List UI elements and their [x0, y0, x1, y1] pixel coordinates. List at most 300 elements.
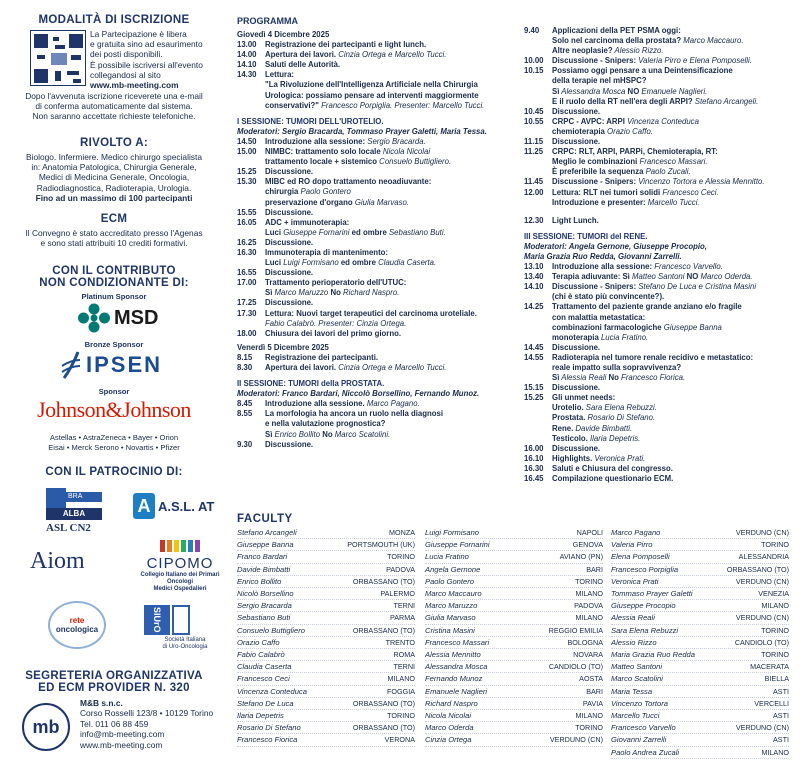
program-row	[237, 208, 517, 218]
qr-code-icon	[30, 30, 86, 86]
program-topic: combinazioni farmacologiche	[552, 322, 662, 332]
faculty-row	[425, 686, 603, 698]
faculty-city: MACERATA	[750, 662, 789, 672]
program-topic: Discussione - Snipers:	[552, 282, 637, 292]
program-time	[237, 101, 265, 111]
faculty-row	[611, 661, 789, 673]
program-desc	[552, 313, 806, 323]
moderators: Moderatori: Franco Bardari, Niccolò Borsellino, Fernando Munoz.	[237, 389, 480, 399]
faculty-city: TRENTO	[385, 637, 415, 647]
address: Corso Rosselli 123/8 • 10129 Torino	[80, 708, 214, 719]
faculty-name: Cinzia Ortega	[425, 735, 472, 745]
program-time	[524, 127, 552, 137]
faculty-row	[611, 734, 789, 746]
faculty-city: PAVIA	[582, 698, 603, 708]
program-time: 16.05	[237, 217, 257, 227]
program-desc	[265, 298, 517, 308]
modalita-line: e gratuita sino ad esaurimento	[90, 39, 203, 50]
other-sponsors	[0, 433, 228, 453]
faculty-name: Paolo Andrea Zucali	[611, 747, 680, 757]
program-time: 8.15	[237, 352, 253, 362]
siuro-icon	[172, 605, 190, 635]
program-topic: Possiamo oggi pensare a una Deintensificazione	[552, 66, 733, 76]
program-desc	[265, 167, 517, 177]
faculty-row	[425, 698, 603, 710]
program-time: 14.55	[524, 352, 544, 362]
faculty-row	[425, 576, 603, 588]
program-speaker: Giuseppe Fornarini	[281, 227, 350, 237]
faculty-row	[237, 564, 415, 576]
faculty-row	[425, 722, 603, 734]
program-speaker: Francesco Fiorica.	[618, 373, 686, 383]
program-time: 12.00	[524, 187, 544, 197]
program-desc	[265, 50, 517, 60]
faculty-name: Maria Tessa	[611, 686, 653, 696]
program-topic: Introduzione alla sessione:	[552, 262, 653, 272]
asl-cn2-alba: ALBA	[46, 508, 102, 520]
program-desc	[265, 198, 517, 208]
rete-oncologica-logo	[48, 601, 106, 649]
program-row	[524, 393, 806, 403]
faculty-city: TORINO	[575, 576, 603, 586]
program-topic: trattamento locale + sistemico	[265, 157, 378, 167]
faculty-row	[425, 673, 603, 685]
program-time	[524, 363, 552, 373]
program-time: 14.50	[237, 136, 257, 146]
program-time	[524, 198, 552, 208]
program-row	[524, 363, 806, 373]
faculty-name: Nicola Nicolai	[425, 711, 472, 721]
program-topic: Lettura:	[265, 70, 295, 80]
program-row	[524, 66, 806, 76]
program-time: 15.25	[237, 167, 257, 177]
faculty-city: ORBASSANO (TO)	[726, 564, 789, 574]
program-desc	[265, 238, 517, 248]
faculty-row	[237, 686, 415, 698]
program-time	[524, 313, 552, 323]
program-row	[237, 198, 517, 208]
program-row	[237, 218, 517, 228]
modalita-line: La Partecipazione è libera	[90, 29, 187, 39]
moderators: Moderatori: Angela Gernone, Giuseppe Procopio,	[524, 241, 707, 251]
faculty-city: BIELLA	[764, 674, 789, 684]
program-desc	[552, 393, 806, 403]
ipsen-logo	[60, 350, 162, 380]
program-row	[237, 409, 517, 419]
program-desc	[265, 329, 517, 339]
faculty-name: Paolo Gontero	[425, 576, 474, 586]
program-desc	[265, 419, 517, 429]
program-row	[524, 26, 806, 36]
faculty-name: Marco Maruzzo	[425, 601, 478, 611]
program-row	[237, 258, 517, 268]
faculty-name: Enrico Bollito	[237, 576, 282, 586]
program-time	[524, 373, 552, 383]
program-topic: (chi è stato più convincente?).	[552, 292, 665, 302]
program-topic: Discussione.	[265, 237, 314, 247]
cipomo-sub	[140, 572, 220, 593]
program-desc	[265, 187, 517, 197]
modalita-line: dei posti disponibili.	[90, 49, 163, 60]
faculty-name: Ilaria Depetris	[237, 711, 284, 721]
program-row	[237, 70, 517, 80]
faculty-name: Lucia Fratino	[425, 552, 469, 562]
program-speaker: Sara Elena Rebuzzi.	[583, 403, 657, 413]
program-time: 14.10	[237, 60, 257, 70]
asl-cn2-logo	[46, 488, 104, 536]
programma-title: PROGRAMMA	[237, 16, 298, 26]
program-topic: No	[328, 288, 341, 298]
faculty-row	[611, 612, 789, 624]
program-topic: chirurgia	[265, 187, 299, 197]
faculty-name: Davide Bimbatti	[237, 564, 291, 574]
faculty-row	[237, 722, 415, 734]
program-desc	[552, 198, 806, 208]
program-topic: Luci	[265, 227, 282, 237]
program-time: 8.30	[237, 363, 253, 372]
faculty-row	[425, 527, 603, 539]
faculty-city: AVIANO (PN)	[559, 552, 603, 562]
ecm-title: ECM	[100, 213, 128, 225]
faculty-city: VERDUNO (CN)	[735, 613, 789, 623]
modalita-line: collegandosi al sito	[90, 69, 161, 80]
program-desc	[552, 363, 806, 373]
program-desc	[552, 157, 806, 167]
asl-at-logo	[133, 493, 214, 519]
faculty-city: ALESSANDRIA	[738, 552, 789, 562]
program-time	[237, 91, 265, 101]
cipomo-logo	[140, 540, 220, 593]
program-desc	[552, 117, 806, 127]
program-speaker: Richard Naspro.	[340, 288, 400, 298]
bronze-label: Bronze Sponsor	[84, 340, 144, 349]
program-desc	[265, 353, 517, 363]
program-desc	[265, 440, 517, 450]
program-speaker: Giulia Marvaso.	[352, 197, 409, 207]
faculty-city: TORINO	[387, 552, 415, 562]
program-topic: Discussione.	[265, 298, 314, 308]
faculty-row	[425, 564, 603, 576]
asl-cn2-text: ASL CN2	[46, 522, 91, 534]
faculty-name: Giuseppe Banna	[237, 540, 294, 550]
rete-text: rete	[69, 616, 85, 625]
program-row	[237, 187, 517, 197]
program-desc	[552, 454, 806, 464]
asl-cn2-bra: BRA	[66, 492, 102, 502]
program-time	[237, 258, 265, 268]
program-topic: CRPC: RLT, ARPI, PARPi, Chemioterapia, RT:	[552, 147, 718, 157]
faculty-name: Francesco Porpiglia	[611, 564, 679, 574]
faculty-row	[425, 588, 603, 600]
msd-text: MSD	[114, 306, 159, 329]
program-speaker: Francesco Ceci.	[660, 187, 719, 197]
faculty-city: BARI	[586, 686, 603, 696]
program-time	[524, 333, 552, 343]
modalita-title: MODALITÀ DI ISCRIZIONE	[38, 14, 190, 26]
rivolto-line: in: Anatomia Patologica, Chirurgia Generale,	[31, 162, 197, 173]
program-topic: Trattamento del paziente grande anziano e/o fragile	[552, 302, 742, 312]
program-row	[524, 177, 806, 187]
patrocinio-title: CON IL PATROCINIO DI:	[45, 466, 183, 478]
faculty-name: Francesco Massari	[425, 637, 490, 647]
program-desc	[552, 147, 806, 157]
faculty-name: Elena Pomposelli	[611, 552, 670, 562]
program-row	[237, 157, 517, 167]
program-desc	[552, 272, 806, 282]
program-time	[524, 323, 552, 333]
asl-at-text: A.S.L. AT	[158, 498, 215, 514]
program-time	[524, 413, 552, 423]
program-time	[524, 76, 552, 86]
program-topic: monoterapia	[552, 332, 599, 342]
program-desc	[265, 60, 517, 70]
program-topic: della terapie nel mHSPC?	[552, 76, 647, 86]
program-row	[237, 50, 517, 60]
program-desc	[265, 278, 517, 288]
ecm-text	[0, 228, 228, 248]
program-time	[524, 157, 552, 167]
faculty-city: ORBASSANO (TO)	[352, 723, 415, 733]
program-topic: NIMBC: trattamento solo locale	[265, 147, 381, 157]
faculty-city: VENEZIA	[758, 589, 789, 599]
program-speaker: Veronica Prati.	[592, 453, 646, 463]
faculty-row	[425, 661, 603, 673]
program-time: 16.25	[237, 237, 257, 247]
program-time	[524, 424, 552, 434]
faculty-row	[237, 600, 415, 612]
faculty-city: PADOVA	[574, 601, 603, 611]
rivolto-line: Biologo. Infermiere. Medico chirurgo specialista	[26, 152, 202, 162]
program-desc	[265, 40, 517, 50]
faculty-city: MILANO	[575, 613, 603, 623]
faculty-row	[237, 612, 415, 624]
cipomo-sub-line: Medici Ospedalieri	[153, 586, 207, 592]
program-row	[524, 302, 806, 312]
program-topic: Trattamento perioperatorio dell'UTUC:	[265, 278, 407, 288]
faculty-row	[237, 698, 415, 710]
msd-logo	[78, 303, 158, 333]
day-heading: Giovedì 4 Dicembre 2025	[237, 30, 330, 39]
program-topic: conservativi?"	[265, 100, 319, 110]
program-topic: Chiusura dei lavori del primo giorno.	[265, 328, 402, 338]
faculty-city: MILANO	[761, 747, 789, 757]
program-desc	[265, 80, 517, 90]
sponsor-label: Sponsor	[98, 387, 130, 396]
program-time	[524, 46, 552, 56]
program-topic: Apertura dei lavori.	[265, 50, 337, 60]
faculty-city: VERDUNO (CN)	[735, 576, 789, 586]
siuro-logo	[144, 605, 190, 635]
program-speaker: Alessia Reali	[559, 373, 607, 383]
program-row	[524, 343, 806, 353]
session-heading: III SESSIONE: TUMORI del RENE.	[524, 231, 648, 241]
program-time: 15.25	[524, 393, 544, 403]
faculty-row	[611, 637, 789, 649]
program-desc	[552, 333, 806, 343]
faculty-city: ASTI	[773, 735, 789, 745]
program-desc	[552, 353, 806, 363]
program-time: 13.40	[524, 272, 544, 282]
faculty-city: TORINO	[387, 711, 415, 721]
program-desc	[265, 288, 517, 298]
program-time	[237, 187, 265, 197]
program-desc	[265, 177, 517, 187]
program-row	[524, 198, 806, 208]
program-row	[524, 292, 806, 302]
email-link[interactable]: info@mb-meeting.com	[80, 729, 165, 740]
program-row	[524, 272, 806, 282]
program-topic: Gli unmet needs:	[552, 393, 616, 403]
cipomo-text: CIPOMO	[146, 555, 214, 572]
program-topic: Lettura: Nuovi target terapeutici del carcinoma uroteliale.	[265, 308, 477, 318]
program-topic: Introduzione e presenter:	[552, 197, 646, 207]
faculty-name: Alessandra Mosca	[425, 662, 488, 672]
program-topic: Sì	[265, 288, 273, 298]
program-desc	[552, 76, 806, 86]
faculty-city: VERCELLI	[754, 698, 789, 708]
program-speaker: Paolo Gontero	[298, 187, 351, 197]
faculty-city: MILANO	[575, 589, 603, 599]
program-topic: La morfologia ha ancora un ruolo nella diagnosi	[265, 409, 444, 419]
program-time	[524, 87, 552, 97]
program-topic: preservazione d'organo	[265, 197, 353, 207]
program-time	[237, 430, 265, 440]
program-time: 10.45	[524, 106, 544, 116]
segreteria-line: ED ECM PROVIDER N. 320	[38, 682, 190, 694]
segreteria-contacts	[80, 698, 213, 750]
program-row	[524, 87, 806, 97]
rivolto-max: Fino ad un massimo di 100 partecipanti	[35, 192, 193, 203]
program-desc	[265, 430, 517, 440]
program-row	[237, 137, 517, 147]
program-row	[524, 117, 806, 127]
program-row	[524, 454, 806, 464]
faculty-name: Cristina Masini	[425, 625, 475, 635]
program-speaker: Alessio Rizzo.	[612, 46, 664, 56]
faculty-name: Francesco Varvello	[611, 723, 676, 733]
program-time: 11.45	[524, 177, 544, 187]
faculty-row	[425, 625, 603, 637]
program-speaker: Marco Scatolini.	[332, 429, 391, 439]
program-time: 16.45	[524, 474, 544, 484]
program-topic: Discussione.	[265, 167, 314, 177]
program-topic: Prostata.	[552, 413, 586, 423]
faculty-name: Giovanni Zarrelli	[611, 735, 667, 745]
program-speaker: Davide Bimbatti.	[573, 423, 633, 433]
programma-col-2	[524, 26, 806, 484]
faculty-name: Richard Naspro	[425, 698, 478, 708]
program-time: 13.10	[524, 262, 544, 272]
program-row	[524, 444, 806, 454]
program-topic: Discussione.	[265, 439, 314, 449]
faculty-row	[611, 649, 789, 661]
program-topic: e nella valutazione prognostica?	[265, 419, 386, 429]
faculty-row	[425, 612, 603, 624]
company-name: M&B s.n.c.	[80, 698, 123, 708]
program-row	[524, 137, 806, 147]
siuro-text: SIUrO	[144, 605, 170, 635]
program-row	[524, 403, 806, 413]
program-row	[524, 107, 806, 117]
program-speaker: Cinzia Ortega e Marcello Tucci.	[336, 50, 447, 60]
program-topic: E il ruolo della RT nell'era degli ARPI?	[552, 96, 693, 106]
faculty-name: Marco Maccauro	[425, 589, 482, 599]
program-time	[524, 292, 552, 302]
program-time: 14.25	[524, 302, 544, 312]
left-column	[0, 0, 228, 768]
program-topic: con malattia metastatica:	[552, 312, 646, 322]
program-desc	[552, 464, 806, 474]
program-speaker: Emanuele Naglieri.	[639, 86, 708, 96]
faculty-city: VERDUNO (CN)	[735, 723, 789, 733]
faculty-city: TORINO	[761, 540, 789, 550]
program-row	[524, 147, 806, 157]
faculty-city: FOGGIA	[387, 686, 415, 696]
program-speaker: Fabio Calabrò. Presenter: Cinzia Ortega.	[265, 318, 407, 328]
faculty-city: VERDUNO (CN)	[549, 735, 603, 745]
faculty-name: Sebastiano Buti	[237, 613, 291, 623]
program-topic: Saluti e Chiusura del congresso.	[552, 463, 673, 473]
program-topic: Sì	[265, 429, 273, 439]
program-desc	[552, 188, 806, 198]
faculty-row	[237, 551, 415, 563]
program-desc	[552, 26, 806, 36]
faculty-row	[611, 673, 789, 685]
faculty-row	[237, 539, 415, 551]
faculty-name: Vincenza Conteduca	[237, 686, 307, 696]
site-link[interactable]: www.mb-meeting.com	[90, 80, 179, 91]
program-desc	[552, 87, 806, 97]
faculty-name: Tommaso Prayer Galetti	[611, 589, 693, 599]
faculty-city: MILANO	[575, 711, 603, 721]
program-row	[237, 238, 517, 248]
msd-icon	[78, 303, 110, 333]
program-speaker: Consuelo Buttigliero.	[377, 157, 452, 167]
program-speaker: Cinzia Ortega e Marcello Tucci.	[336, 363, 447, 372]
program-topic: Immunoterapia di mantenimento:	[265, 247, 389, 257]
program-row	[237, 319, 517, 329]
program-desc	[265, 137, 517, 147]
program-row	[237, 329, 517, 339]
faculty-name: Giuseppe Fornarini	[425, 540, 490, 550]
program-desc	[552, 46, 806, 56]
program-desc	[552, 36, 806, 46]
faculty-city: AOSTA	[579, 674, 603, 684]
faculty-city: MILANO	[387, 674, 415, 684]
faculty-name: Marco Oderda	[425, 723, 474, 733]
program-row	[524, 262, 806, 272]
faculty-row	[237, 588, 415, 600]
siuro-sub	[150, 637, 220, 651]
program-topic: ed ombre	[349, 227, 387, 237]
spacer	[524, 208, 806, 216]
program-desc	[552, 403, 806, 413]
faculty-name: Stefano Arcangeli	[237, 528, 297, 537]
program-time: 10.15	[524, 66, 544, 76]
program-topic: Apertura dei lavori.	[265, 363, 337, 372]
program-topic: ADC + immunoterapia:	[265, 217, 350, 227]
program-time: 8.55	[237, 409, 253, 419]
program-time: 14.00	[237, 50, 257, 60]
program-time: 16.55	[237, 268, 257, 278]
faculty-row	[611, 722, 789, 734]
faculty-city: TERNI	[393, 662, 415, 672]
faculty-city: ASTI	[773, 711, 789, 721]
program-row	[524, 323, 806, 333]
program-speaker: Ilaria Depetris.	[587, 433, 641, 443]
faculty-row	[611, 551, 789, 563]
web-link[interactable]: www.mb-meeting.com	[80, 739, 163, 750]
